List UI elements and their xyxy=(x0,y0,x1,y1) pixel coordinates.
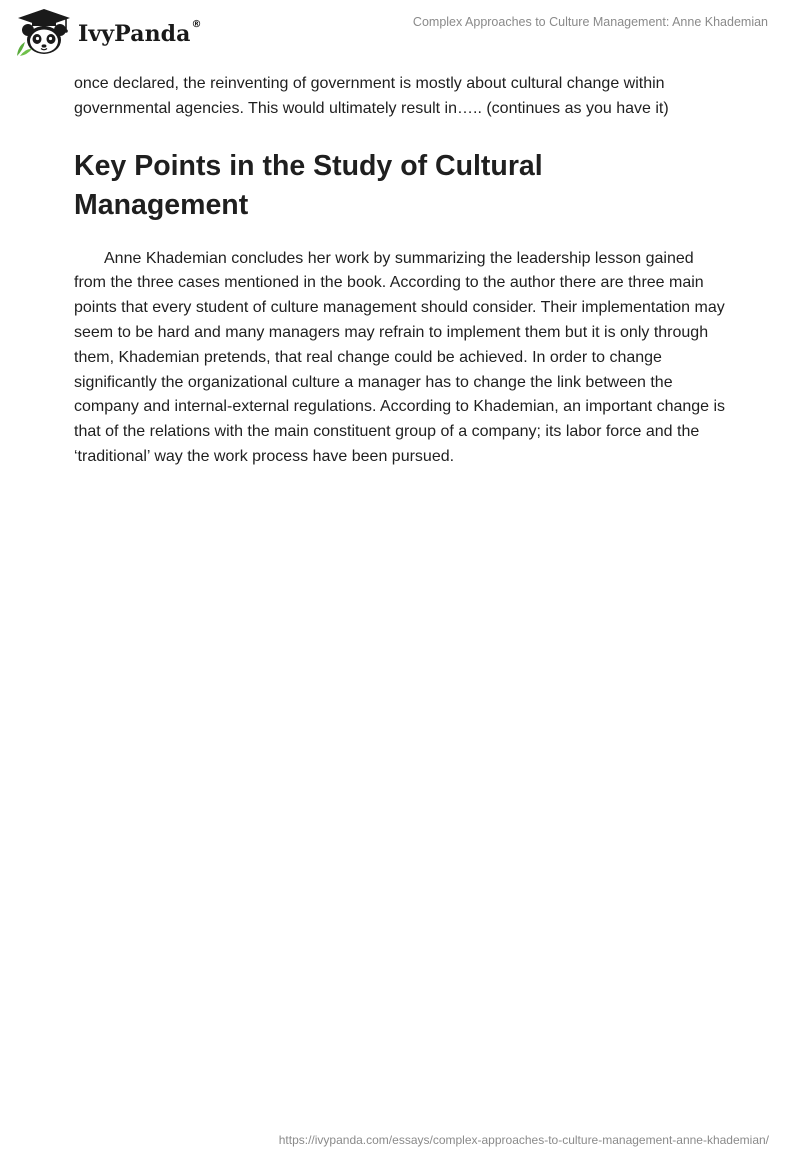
brand-name: IvyPanda® xyxy=(78,19,202,47)
registered-mark: ® xyxy=(191,19,202,30)
document-title: Complex Approaches to Culture Management: Anne Khademian xyxy=(412,15,768,29)
ivypanda-logo[interactable] xyxy=(14,8,202,58)
section-heading: Key Points in the Study of Cultural Management xyxy=(74,149,543,221)
source-url[interactable]: https://ivypanda.com/essays/complex-approaches-to-culture-management-anne-khademian/ xyxy=(278,1133,769,1147)
body-paragraph: Anne Khademian concludes her work by summarizing the leadership lesson gained from the three cases mentioned in the book. According to the author there are three main points that every student of culture management should consider. Their implementation may seem to be hard and many managers may refrain to implement them but it is only through them, Khademian pretends, that real change could be achieved. In order to change significantly the organizational culture a manager has to change the link between the company and internal-external regulations. According to Khademian, an important change is that of the relations with the main constituent group of a company; its labor force and the ‘traditional’ way the work process have been pursued. xyxy=(74,249,726,465)
panda-logo-icon xyxy=(14,8,74,58)
intro-paragraph: once declared, the reinventing of government is mostly about cultural change within governmental agencies. This would ultimately result in….. (continues as you have it) xyxy=(74,75,669,117)
article-content xyxy=(74,72,730,470)
page-header xyxy=(0,0,800,64)
